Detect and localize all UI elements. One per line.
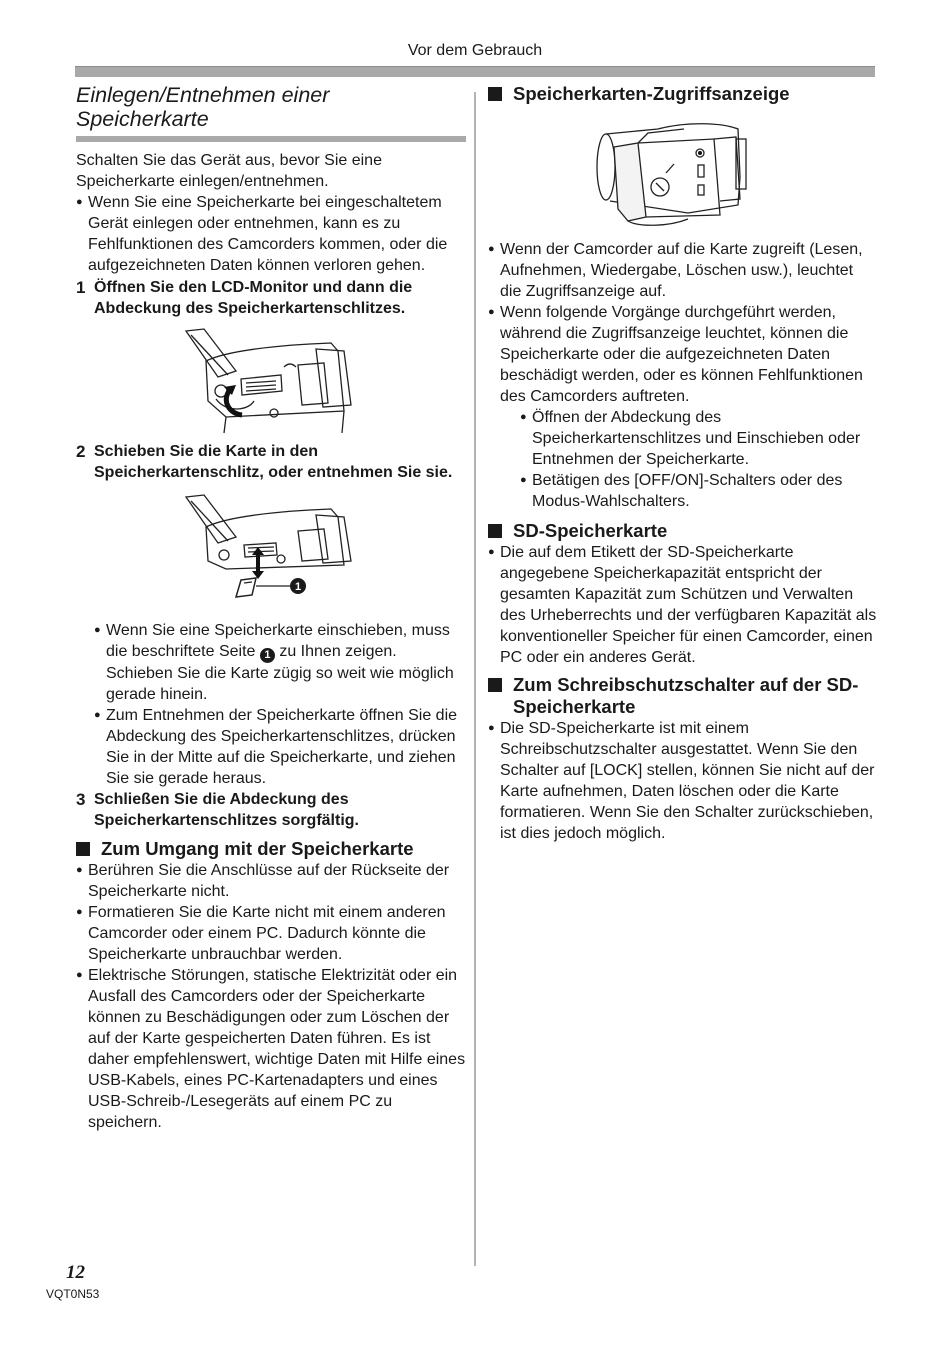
step-number: 2 — [76, 442, 86, 461]
square-bullet-icon — [488, 678, 502, 692]
access-heading — [488, 83, 878, 105]
page-header: Vor dem Gebrauch — [407, 42, 543, 59]
sd-heading — [488, 520, 878, 542]
column-divider — [474, 92, 476, 1266]
access-sub-bullet-2: ● Betätigen des [OFF/ON]-Schalters oder des Modus-Wahlschalters. — [488, 470, 878, 512]
illustration-access-lamp — [488, 109, 878, 237]
step2-bullet-1-a: Wenn Sie eine Speicherkarte einschieben, muss die beschriftete Seite — [106, 622, 450, 660]
access-bullet-1: ● Wenn der Camcorder auf die Karte zugreift (Lesen, Aufnehmen, Wiedergabe, Löschen usw.), leuchtet die Zugriffsanzeige auf. — [488, 239, 878, 302]
step-text: Öffnen Sie den LCD-Monitor und dann die Abdeckung des Speicherkartenschlitzes. — [94, 279, 413, 317]
step-text: Schließen Sie die Abdeckung des Speicherkartenschlitzes sorgfältig. — [94, 791, 359, 829]
right-column — [488, 82, 878, 844]
square-bullet-icon — [488, 87, 502, 101]
write-protect-bullet: ● Die SD-Speicherkarte ist mit einem Schreibschutzschalter ausgestattet. Wenn Sie den Schalter auf [LOCK] stellen, können Sie nicht auf der Karte aufnehmen, Daten löschen oder die Karte formatieren. Wenn Sie den Schalter zurückschieben, ist dies jedoch möglich. — [488, 718, 878, 844]
step-number: 3 — [76, 790, 86, 809]
step-number: 1 — [76, 278, 86, 297]
intro-bullet: ● Wenn Sie eine Speicherkarte bei eingeschaltetem Gerät einlegen oder entnehmen, kann es zu Fehlfunktionen des Camcorders kommen, oder die aufgezeichneten Daten können verloren gehen. — [76, 192, 466, 276]
step-text: Schieben Sie die Karte in den Speicherkartenschlitz, oder entnehmen Sie sie. — [94, 443, 453, 481]
handling-heading — [76, 838, 466, 860]
step-2 — [76, 441, 466, 483]
model-code: VQT0N53 — [46, 1287, 100, 1301]
sd-bullet: ● Die auf dem Etikett der SD-Speicherkarte angegebene Speicherkapazität entspricht der gesamten Kapazität zum Schützen und Verwalten des Urheberrechts und der verfügbaren Kapazität als konventioneller Speicher für einen Camcorder, einen PC oder ein anderes Gerät. — [488, 542, 878, 668]
handling-bullet: ● Elektrische Störungen, statische Elektrizität oder ein Ausfall des Camcorders oder der Speicherkarte können zu Beschädigungen oder zum Löschen der auf der Karte gespeicherten Daten führen. Es ist daher empfehlenswert, wichtige Daten mit Hilfe eines USB-Kabels, eines PC-Kartenadapters und eines USB-Schreib-/Lesegeräts auf einem PC zu speichern. — [76, 965, 466, 1133]
page-number: 12 — [66, 1262, 85, 1283]
section-title: Einlegen/Entnehmen einer Speicherkarte — [76, 83, 330, 131]
callout-1-icon: 1 — [260, 648, 275, 663]
sd-heading-text: SD-Speicherkarte — [513, 520, 668, 541]
handling-bullet: ● Berühren Sie die Anschlüsse auf der Rückseite der Speicherkarte nicht. — [76, 860, 466, 902]
access-bullet-2: ● Wenn folgende Vorgänge durchgeführt werden, während die Zugriffsanzeige leuchtet, können die Speicherkarte oder die aufgezeichneten Daten beschädigt werden, oder es können Fehlfunktionen des Camcorders auftreten. — [488, 302, 878, 407]
write-protect-heading — [488, 674, 878, 718]
write-protect-heading-text: Zum Schreibschutzschalter auf der SD-Speicherkarte — [513, 674, 859, 717]
callout-label: 1 — [294, 581, 302, 593]
illustration-open-cover — [76, 321, 466, 441]
handling-bullet: ● Formatieren Sie die Karte nicht mit einem anderen Camcorder oder einem PC. Dadurch könnte die Speicherkarte unbrauchbar werden. — [76, 902, 466, 965]
square-bullet-icon — [76, 842, 90, 856]
access-sub-bullet-1: ● Öffnen der Abdeckung des Speicherkartenschlitzes und Einschieben oder Entnehmen der Speicherkarte. — [488, 407, 878, 470]
step2-bullet-1-b: zu Ihnen zeigen. Schieben Sie die Karte zügig so weit wie möglich gerade hinein. — [106, 643, 454, 703]
step2-bullet-1 — [76, 620, 466, 705]
left-column — [76, 82, 466, 1133]
handling-heading-text: Zum Umgang mit der Speicherkarte — [101, 838, 414, 859]
step-1 — [76, 277, 466, 319]
step2-bullet-2: ● Zum Entnehmen der Speicherkarte öffnen Sie die Abdeckung des Speicherkartenschlitzes, drücken Sie in der Mitte auf die Speicherkarte, und ziehen Sie sie gerade heraus. — [76, 705, 466, 789]
square-bullet-icon — [488, 524, 502, 538]
intro-text: Schalten Sie das Gerät aus, bevor Sie eine Speicherkarte einlegen/entnehmen. — [76, 152, 382, 190]
title-rule — [76, 136, 466, 142]
access-heading-text: Speicherkarten-Zugriffsanzeige — [513, 83, 790, 104]
header-bar — [75, 66, 875, 77]
illustration-insert-card — [76, 485, 466, 620]
step-3 — [76, 789, 466, 831]
